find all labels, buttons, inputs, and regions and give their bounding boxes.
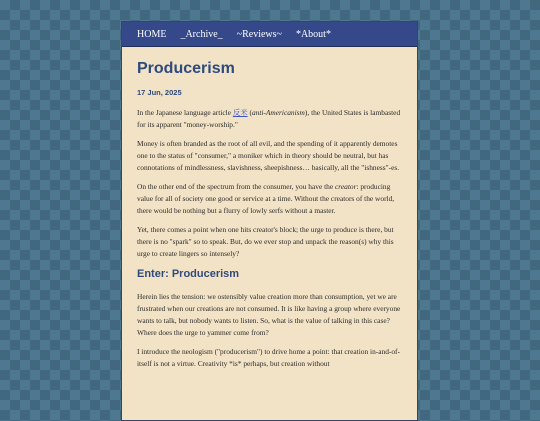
article-title: Producerism [137,60,235,77]
p3-text-before: On the other end of the spectrum from the consumer, you have the [137,182,335,191]
paragraph-2: Money is often branded as the root of all evil, and the spending of it apparently demotes one to the status of "consumer," a moniker which in theory should be neutral, but has connotations of mindlessness, slavishness, sheepishness… basically, all the "ishness"-es. [137,139,400,172]
nav-reviews-link[interactable]: ~Reviews~ [236,28,282,40]
paragraph-6: I introduce the neologism ("producerism") to drive home a point: that creation in-and-of-itself is not a virtue. Creativity *is* perhaps, but creation without [137,347,400,368]
nav-about-link[interactable]: *About* [295,28,331,40]
paragraph-5: Herein lies the tension: we ostensibly value creation more than consumption, yet we are frustrated when our creations are not consumed. It is like having a group where everyone wants to talk, but nobody wants to listen. So, what is the value of talking in this case? Where does the urge to yammer come from? [137,292,401,337]
p1-text-after: ), the United States is lambasted for its apparent "money-worship." [137,108,401,129]
p1-text-middle: ( [247,108,252,117]
nav-home-link[interactable]: HOME [137,28,167,40]
p3-text-after: : producing value for all of society one good or service at a time. Without the creators of the world, there would be nothing but a flurry of lowly serfs without a master. [137,182,395,215]
p1-italic-term: anti-Americanism [251,108,305,117]
section-heading: Enter: Producerism [137,268,240,280]
nav-archive-link[interactable]: _Archive_ [180,28,223,40]
anti-americanism-link[interactable]: 反米 [232,108,248,117]
article-content [122,47,417,370]
article-date: 17 Jun, 2025 [137,88,182,97]
top-nav [122,22,417,47]
paragraph-3 [137,181,403,217]
main-page [121,21,418,421]
p1-text-before: In the Japanese language article [137,108,233,117]
paragraph-4: Yet, there comes a point when one hits creator's block; the urge to produce is there, but there is no "spark" so to speak. But, do we ever stop and unpack the reason(s) why this urge to create lingers so intensely? [137,225,394,258]
paragraph-1 [137,107,403,131]
p3-italic-term: creator [334,182,357,191]
